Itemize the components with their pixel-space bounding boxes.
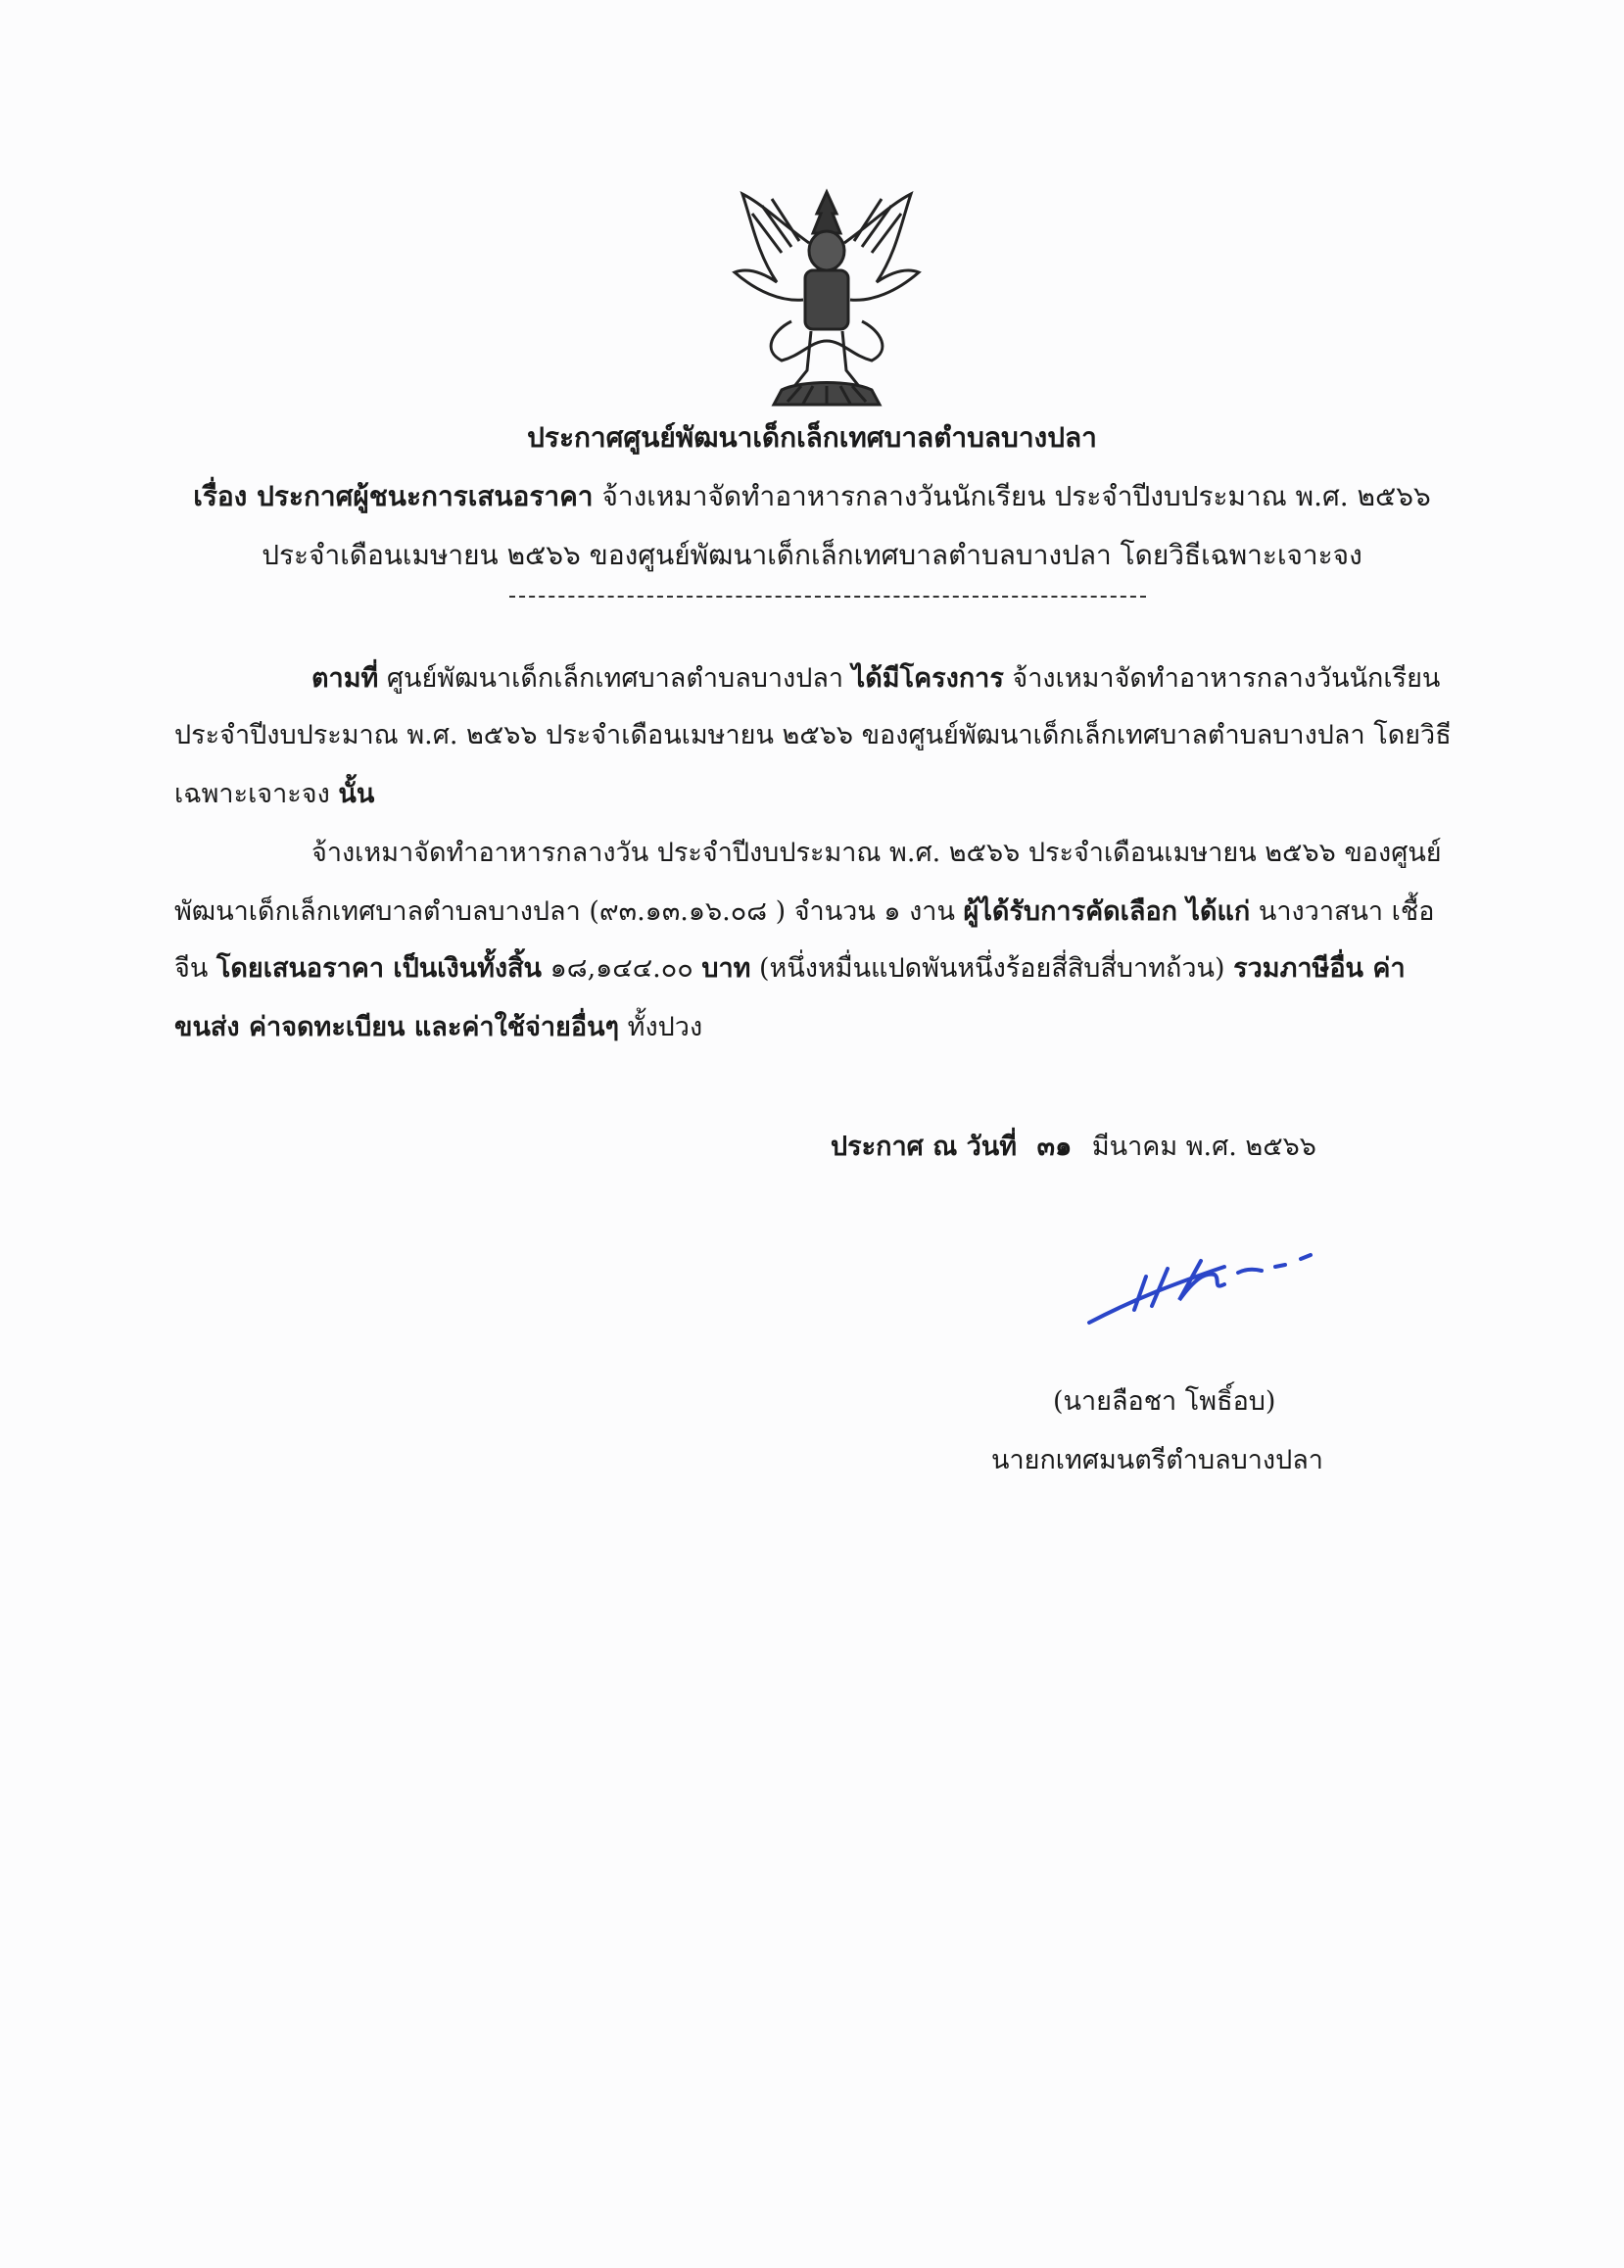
para2-line2: [174, 890, 1487, 932]
document-title: ประกาศศูนย์พัฒนาเด็กเล็กเทศบาลตำบลบางปลา: [527, 421, 1097, 454]
signatory-title: นายกเทศมนตรีตำบลบางปลา: [991, 1445, 1323, 1475]
para1-line3-text: เฉพาะเจาะจง: [174, 779, 330, 809]
subject-label: เรื่อง ประกาศผู้ชนะการเสนอราคา: [193, 480, 594, 512]
para1-bold1: ได้มีโครงการ: [851, 663, 1004, 694]
divider: [509, 596, 1146, 598]
para2-amount: ๑๘,๑๔๔.๐๐: [549, 953, 693, 984]
para1-line1: [311, 656, 1487, 699]
para2-line3-bold3: รวมภาษีอื่น ค่า: [1233, 953, 1406, 984]
handwritten-signature-icon: [1077, 1230, 1391, 1337]
para1-lead: ตามที่: [311, 663, 379, 694]
para1-line3: [174, 772, 1487, 814]
para1-line3-bold: นั้น: [338, 779, 375, 809]
announce-day: ๓๑: [1036, 1132, 1073, 1162]
para2-line2-a: พัฒนาเด็กเล็กเทศบาลตำบลบางปลา (๙๓.๑๓.๑๖.๐๘ ) จำนวน ๑ งาน: [174, 896, 955, 927]
signatory-name: (นายลือชา โพธิ์อบ): [1053, 1386, 1276, 1417]
garuda-emblem-icon: [723, 184, 931, 411]
para2-line1: จ้างเหมาจัดทำอาหารกลางวัน ประจำปีงบประมาณ พ.ศ. ๒๕๖๖ ประจำเดือนเมษายน ๒๕๖๖ ของศูนย์: [311, 838, 1442, 868]
para2-line4-a: ทั้งปวง: [627, 1012, 703, 1042]
para1-seg1: ศูนย์พัฒนาเด็กเล็กเทศบาลตำบลบางปลา: [386, 663, 844, 694]
para2-line3-bold2: บาท: [701, 953, 751, 984]
para2-line4: [174, 1005, 1487, 1047]
para2-line3-bold1: โดยเสนอราคา เป็นเงินทั้งสิ้น: [215, 953, 543, 984]
para2-line2-bold: ผู้ได้รับการคัดเลือก ได้แก่: [963, 896, 1251, 927]
para2-line3-a: จีน: [174, 953, 209, 984]
para1-line2: ประจำปีงบประมาณ พ.ศ. ๒๕๖๖ ประจำเดือนเมษายน ๒๕๖๖ ของศูนย์พัฒนาเด็กเล็กเทศบาลตำบลบางปลา โดยวิธี: [174, 720, 1452, 750]
para2-amount-words: (หนึ่งหมื่นแปดพันหนึ่งร้อยสี่สิบสี่บาทถ้วน): [759, 953, 1225, 984]
announce-date: [831, 1125, 1316, 1167]
para2-line3: [174, 946, 1487, 989]
announce-label: ประกาศ ณ วันที่: [831, 1132, 1018, 1162]
para1-seg2: จ้างเหมาจัดทำอาหารกลางวันนักเรียน: [1012, 663, 1441, 694]
document-subject: [59, 475, 1565, 518]
para2-line4-bold: ขนส่ง ค่าจดทะเบียน และค่าใช้จ่ายอื่นๆ: [174, 1012, 620, 1042]
subject-line-2: ประจำเดือนเมษายน ๒๕๖๖ ของศูนย์พัฒนาเด็กเล็กเทศบาลตำบลบางปลา โดยวิธีเฉพาะเจาะจง: [262, 539, 1362, 571]
subject-text: จ้างเหมาจัดทำอาหารกลางวันนักเรียน ประจำปีงบประมาณ พ.ศ. ๒๕๖๖: [601, 480, 1431, 512]
para2-line2-b: นางวาสนา เชื้อ: [1258, 896, 1435, 927]
announce-date-rest: มีนาคม พ.ศ. ๒๕๖๖: [1091, 1132, 1316, 1162]
